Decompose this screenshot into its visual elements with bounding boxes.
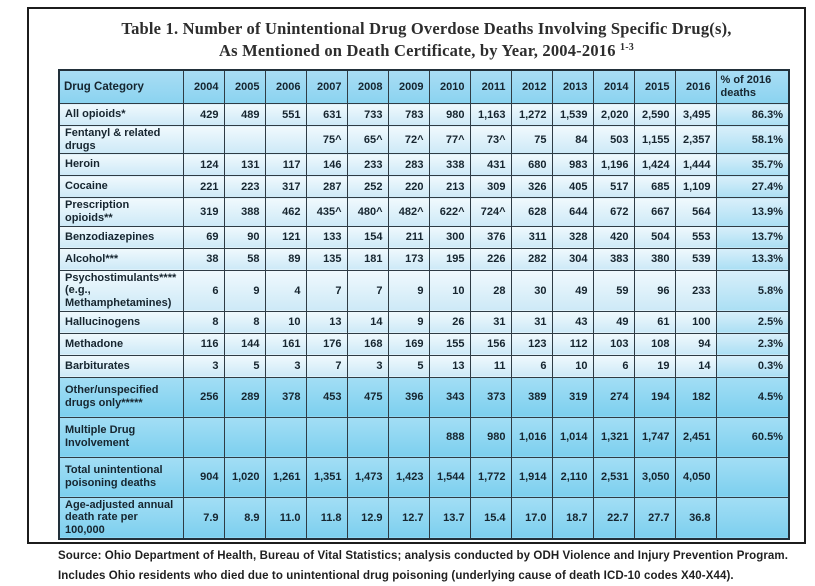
value-cell: 504 [634, 226, 675, 248]
value-cell: 783 [388, 104, 429, 126]
column-header-year: 2009 [388, 70, 429, 104]
value-cell: 181 [347, 248, 388, 270]
value-cell: 233 [347, 154, 388, 176]
table-row [59, 176, 789, 198]
value-cell: 31 [511, 311, 552, 333]
value-cell: 1,272 [511, 104, 552, 126]
value-cell: 6 [511, 355, 552, 377]
table-row [59, 270, 789, 311]
value-cell: 233 [675, 270, 716, 311]
table-row [59, 311, 789, 333]
value-cell: 14 [347, 311, 388, 333]
value-cell: 435^ [306, 198, 347, 226]
value-cell [183, 126, 224, 154]
table-row [59, 333, 789, 355]
value-cell: 680 [511, 154, 552, 176]
row-label: Alcohol*** [59, 248, 183, 270]
column-header-year: 2013 [552, 70, 593, 104]
value-cell: 5 [224, 355, 265, 377]
value-cell: 8 [224, 311, 265, 333]
value-cell: 14 [675, 355, 716, 377]
value-cell: 343 [429, 377, 470, 417]
column-header-year: 2012 [511, 70, 552, 104]
value-cell: 154 [347, 226, 388, 248]
row-label-line2: drugs only***** [65, 397, 143, 410]
value-cell: 3,495 [675, 104, 716, 126]
table-row [59, 355, 789, 377]
value-cell: 304 [552, 248, 593, 270]
value-cell: 733 [347, 104, 388, 126]
title-line-1: Table 1. Number of Unintentional Drug Overdose Deaths Involving Specific Drug(s), [121, 19, 732, 38]
value-cell: 17.0 [511, 497, 552, 539]
value-cell: 155 [429, 333, 470, 355]
value-cell: 983 [552, 154, 593, 176]
value-cell: 13 [306, 311, 347, 333]
row-label: All opioids* [59, 104, 183, 126]
value-cell: 4,050 [675, 457, 716, 497]
value-cell: 672 [593, 198, 634, 226]
row-label: Multiple Drug Involvement [59, 417, 183, 457]
pct-cell: 60.5% [716, 417, 789, 457]
value-cell: 553 [675, 226, 716, 248]
value-cell: 18.7 [552, 497, 593, 539]
value-cell: 30 [511, 270, 552, 311]
value-cell: 121 [265, 226, 306, 248]
column-header-year: 2014 [593, 70, 634, 104]
row-label: Age-adjusted annual death rate per 100,000 [59, 497, 183, 539]
value-cell: 22.7 [593, 497, 634, 539]
value-cell: 4 [265, 270, 306, 311]
value-cell: 724^ [470, 198, 511, 226]
value-cell: 69 [183, 226, 224, 248]
value-cell: 517 [593, 176, 634, 198]
value-cell: 11 [470, 355, 511, 377]
value-cell: 6 [183, 270, 224, 311]
value-cell: 65^ [347, 126, 388, 154]
value-cell: 420 [593, 226, 634, 248]
value-cell: 396 [388, 377, 429, 417]
value-cell: 685 [634, 176, 675, 198]
pct-cell: 13.9% [716, 198, 789, 226]
value-cell: 72^ [388, 126, 429, 154]
value-cell: 13 [429, 355, 470, 377]
row-label: Fentanyl & related drugs [59, 126, 183, 154]
value-cell: 15.4 [470, 497, 511, 539]
value-cell: 19 [634, 355, 675, 377]
value-cell: 256 [183, 377, 224, 417]
value-cell: 622^ [429, 198, 470, 226]
value-cell: 75^ [306, 126, 347, 154]
column-header-year: 2011 [470, 70, 511, 104]
value-cell: 1,155 [634, 126, 675, 154]
value-cell: 326 [511, 176, 552, 198]
value-cell: 1,747 [634, 417, 675, 457]
table-body [59, 104, 789, 539]
row-label: Total unintentional poisoning deaths [59, 457, 183, 497]
value-cell: 7 [306, 270, 347, 311]
value-cell: 221 [183, 176, 224, 198]
value-cell: 489 [224, 104, 265, 126]
column-header-year: 2005 [224, 70, 265, 104]
value-cell: 31 [470, 311, 511, 333]
value-cell: 11.8 [306, 497, 347, 539]
value-cell: 480^ [347, 198, 388, 226]
column-header-year: 2006 [265, 70, 306, 104]
value-cell: 1,321 [593, 417, 634, 457]
value-cell: 10 [552, 355, 593, 377]
row-label: Barbiturates [59, 355, 183, 377]
source-notes [58, 547, 804, 586]
value-cell: 59 [593, 270, 634, 311]
value-cell: 226 [470, 248, 511, 270]
row-label-line2: poisoning deaths [65, 477, 157, 490]
value-cell: 58 [224, 248, 265, 270]
value-cell: 1,351 [306, 457, 347, 497]
table-row [59, 248, 789, 270]
table-header-row [59, 70, 789, 104]
overdose-deaths-table [58, 69, 790, 540]
value-cell: 388 [224, 198, 265, 226]
value-cell: 311 [511, 226, 552, 248]
value-cell: 980 [470, 417, 511, 457]
value-cell: 123 [511, 333, 552, 355]
value-cell: 75 [511, 126, 552, 154]
value-cell: 564 [675, 198, 716, 226]
value-cell: 90 [224, 226, 265, 248]
value-cell: 429 [183, 104, 224, 126]
value-cell: 194 [634, 377, 675, 417]
value-cell: 300 [429, 226, 470, 248]
value-cell: 9 [224, 270, 265, 311]
value-cell: 195 [429, 248, 470, 270]
value-cell: 133 [306, 226, 347, 248]
pct-cell: 27.4% [716, 176, 789, 198]
value-cell: 8 [183, 311, 224, 333]
value-cell: 161 [265, 333, 306, 355]
value-cell: 644 [552, 198, 593, 226]
value-cell: 7 [347, 270, 388, 311]
value-cell: 168 [347, 333, 388, 355]
column-header-year: 2016 [675, 70, 716, 104]
value-cell: 156 [470, 333, 511, 355]
column-header-year: 2004 [183, 70, 224, 104]
value-cell: 2,110 [552, 457, 593, 497]
value-cell: 3 [183, 355, 224, 377]
value-cell: 182 [675, 377, 716, 417]
value-cell: 289 [224, 377, 265, 417]
value-cell: 100 [675, 311, 716, 333]
value-cell: 10 [265, 311, 306, 333]
value-cell: 49 [593, 311, 634, 333]
row-label: Cocaine [59, 176, 183, 198]
table-row [59, 417, 789, 457]
value-cell: 3 [265, 355, 306, 377]
value-cell: 220 [388, 176, 429, 198]
value-cell: 1,261 [265, 457, 306, 497]
pct-cell: 13.7% [716, 226, 789, 248]
value-cell: 431 [470, 154, 511, 176]
value-cell: 117 [265, 154, 306, 176]
value-cell: 146 [306, 154, 347, 176]
value-cell: 282 [511, 248, 552, 270]
row-label: Prescription opioids** [59, 198, 183, 226]
value-cell: 5 [388, 355, 429, 377]
value-cell: 112 [552, 333, 593, 355]
value-cell: 380 [634, 248, 675, 270]
column-header-pct-2016: % of 2016 deaths [716, 70, 789, 104]
value-cell: 1,423 [388, 457, 429, 497]
value-cell: 7 [306, 355, 347, 377]
value-cell: 667 [634, 198, 675, 226]
value-cell: 213 [429, 176, 470, 198]
row-label: Other/unspecified drugs only***** [59, 377, 183, 417]
value-cell [306, 417, 347, 457]
value-cell: 383 [593, 248, 634, 270]
value-cell: 144 [224, 333, 265, 355]
value-cell: 462 [265, 198, 306, 226]
value-cell: 1,444 [675, 154, 716, 176]
table-row [59, 154, 789, 176]
pct-cell [716, 457, 789, 497]
value-cell: 9 [388, 311, 429, 333]
value-cell: 1,544 [429, 457, 470, 497]
source-line-1: Source: Ohio Department of Health, Bureau of Vital Statistics; analysis conducted by ODH Violence and Injury Prevention Program. [58, 550, 789, 563]
value-cell: 274 [593, 377, 634, 417]
page-title [59, 18, 794, 62]
value-cell: 103 [593, 333, 634, 355]
value-cell [265, 126, 306, 154]
value-cell: 1,109 [675, 176, 716, 198]
pct-cell: 2.3% [716, 333, 789, 355]
value-cell: 12.7 [388, 497, 429, 539]
table-row [59, 457, 789, 497]
value-cell: 3,050 [634, 457, 675, 497]
pct-cell [716, 497, 789, 539]
row-label-line2: (e.g., Methamphetamines) [65, 284, 172, 309]
column-header-year: 2008 [347, 70, 388, 104]
value-cell: 904 [183, 457, 224, 497]
value-cell: 176 [306, 333, 347, 355]
value-cell: 27.7 [634, 497, 675, 539]
table-row [59, 497, 789, 539]
value-cell: 283 [388, 154, 429, 176]
value-cell: 2,020 [593, 104, 634, 126]
value-cell: 11.0 [265, 497, 306, 539]
value-cell [183, 417, 224, 457]
value-cell: 3 [347, 355, 388, 377]
value-cell: 38 [183, 248, 224, 270]
page-border-frame [27, 7, 806, 582]
value-cell: 43 [552, 311, 593, 333]
table-row [59, 226, 789, 248]
row-label: Hallucinogens [59, 311, 183, 333]
value-cell: 1,473 [347, 457, 388, 497]
table-row [59, 198, 789, 226]
value-cell: 28 [470, 270, 511, 311]
value-cell: 328 [552, 226, 593, 248]
value-cell: 1,772 [470, 457, 511, 497]
value-cell: 482^ [388, 198, 429, 226]
row-label: Psychostimulants**** (e.g., Methamphetamines) [59, 270, 183, 311]
row-label-line2: death rate per 100,000 [65, 511, 138, 537]
value-cell [347, 417, 388, 457]
value-cell: 2,357 [675, 126, 716, 154]
value-cell: 2,531 [593, 457, 634, 497]
value-cell: 631 [306, 104, 347, 126]
value-cell: 551 [265, 104, 306, 126]
title-line-2: As Mentioned on Death Certificate, by Year, 2004-2016 [219, 40, 616, 60]
value-cell: 319 [183, 198, 224, 226]
value-cell: 373 [470, 377, 511, 417]
value-cell: 84 [552, 126, 593, 154]
column-header-year: 2007 [306, 70, 347, 104]
value-cell: 26 [429, 311, 470, 333]
value-cell [265, 417, 306, 457]
pct-cell: 5.8% [716, 270, 789, 311]
source-line-2: Includes Ohio residents who died due to unintentional drug poisoning (underlying cause of death ICD-10 codes X40-X44). [58, 569, 734, 582]
value-cell: 2,590 [634, 104, 675, 126]
table-header [59, 70, 789, 104]
value-cell: 108 [634, 333, 675, 355]
value-cell: 475 [347, 377, 388, 417]
pct-cell: 2.5% [716, 311, 789, 333]
value-cell: 319 [552, 377, 593, 417]
value-cell: 116 [183, 333, 224, 355]
value-cell: 10 [429, 270, 470, 311]
value-cell: 1,914 [511, 457, 552, 497]
value-cell: 1,014 [552, 417, 593, 457]
value-cell: 73^ [470, 126, 511, 154]
value-cell: 503 [593, 126, 634, 154]
value-cell: 169 [388, 333, 429, 355]
value-cell: 124 [183, 154, 224, 176]
value-cell: 131 [224, 154, 265, 176]
value-cell: 1,020 [224, 457, 265, 497]
value-cell: 173 [388, 248, 429, 270]
table-row [59, 104, 789, 126]
value-cell [388, 417, 429, 457]
value-cell: 1,016 [511, 417, 552, 457]
value-cell: 628 [511, 198, 552, 226]
value-cell: 7.9 [183, 497, 224, 539]
value-cell [224, 126, 265, 154]
value-cell: 211 [388, 226, 429, 248]
value-cell: 1,196 [593, 154, 634, 176]
value-cell: 980 [429, 104, 470, 126]
value-cell: 89 [265, 248, 306, 270]
row-label: Benzodiazepines [59, 226, 183, 248]
table-row [59, 377, 789, 417]
value-cell: 1,539 [552, 104, 593, 126]
value-cell: 12.9 [347, 497, 388, 539]
row-label: Heroin [59, 154, 183, 176]
value-cell: 389 [511, 377, 552, 417]
value-cell: 13.7 [429, 497, 470, 539]
value-cell: 9 [388, 270, 429, 311]
value-cell: 49 [552, 270, 593, 311]
value-cell: 61 [634, 311, 675, 333]
value-cell: 77^ [429, 126, 470, 154]
pct-cell: 13.3% [716, 248, 789, 270]
value-cell [224, 417, 265, 457]
column-header-drug-category: Drug Category [59, 70, 183, 104]
value-cell: 1,163 [470, 104, 511, 126]
pct-cell: 35.7% [716, 154, 789, 176]
value-cell: 223 [224, 176, 265, 198]
value-cell: 539 [675, 248, 716, 270]
value-cell: 36.8 [675, 497, 716, 539]
value-cell: 338 [429, 154, 470, 176]
value-cell: 378 [265, 377, 306, 417]
row-label-line2: Involvement [65, 437, 130, 450]
value-cell: 135 [306, 248, 347, 270]
value-cell: 453 [306, 377, 347, 417]
value-cell: 317 [265, 176, 306, 198]
title-footnote-superscript: 1-3 [620, 41, 634, 53]
value-cell: 8.9 [224, 497, 265, 539]
value-cell: 376 [470, 226, 511, 248]
value-cell: 2,451 [675, 417, 716, 457]
value-cell: 405 [552, 176, 593, 198]
value-cell: 287 [306, 176, 347, 198]
table-row [59, 126, 789, 154]
row-label: Methadone [59, 333, 183, 355]
pct-cell: 86.3% [716, 104, 789, 126]
value-cell: 252 [347, 176, 388, 198]
value-cell: 96 [634, 270, 675, 311]
value-cell: 94 [675, 333, 716, 355]
value-cell: 309 [470, 176, 511, 198]
pct-cell: 58.1% [716, 126, 789, 154]
column-header-year: 2010 [429, 70, 470, 104]
column-header-year: 2015 [634, 70, 675, 104]
value-cell: 888 [429, 417, 470, 457]
value-cell: 6 [593, 355, 634, 377]
pct-cell: 4.5% [716, 377, 789, 417]
pct-cell: 0.3% [716, 355, 789, 377]
value-cell: 1,424 [634, 154, 675, 176]
